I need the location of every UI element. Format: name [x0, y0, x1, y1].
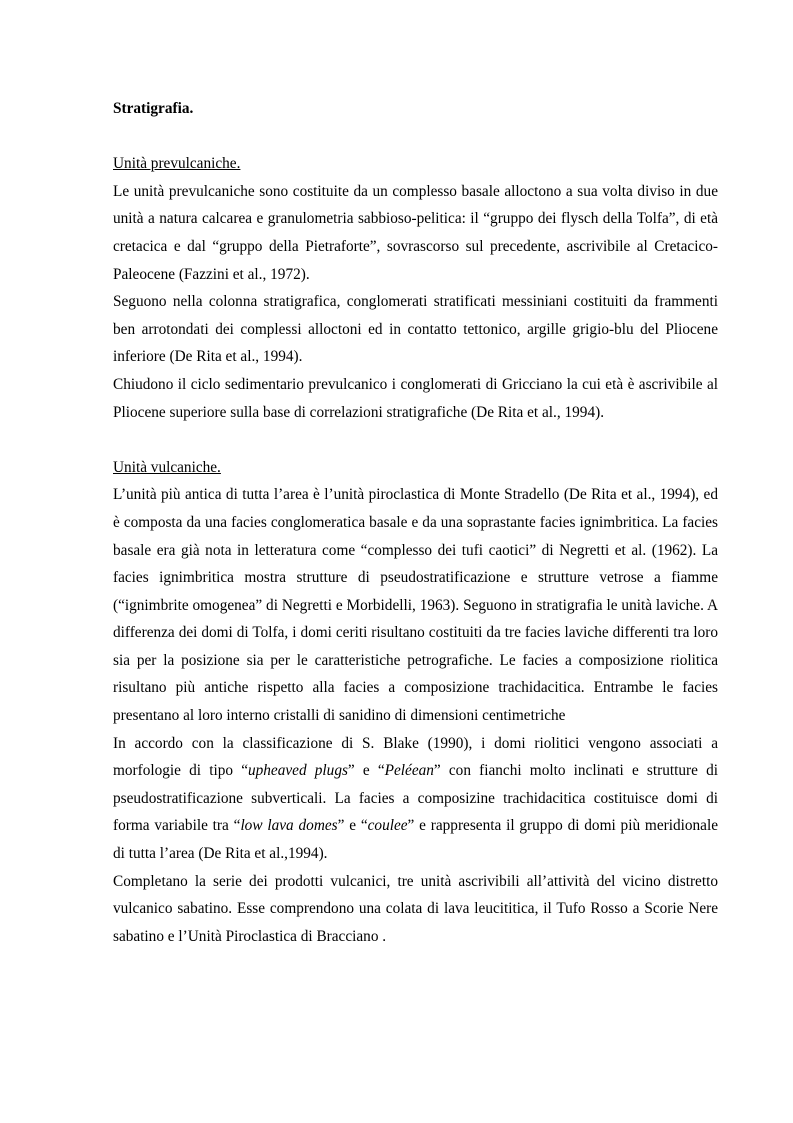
- paragraph: Completano la serie dei prodotti vulcanici, tre unità ascrivibili all’attività del vicino distretto vulcanico sabatino. Esse comprendono una colata di lava leucititica, il Tufo Rosso a Scorie Nere sabatino e l’Unità Piroclastica di Bracciano .: [113, 872, 718, 945]
- text-run: ” e “: [337, 817, 368, 835]
- section-heading-vulcaniche: Unità vulcaniche.: [113, 458, 221, 476]
- paragraph: L’unità più antica di tutta l’area è l’unità piroclastica di Monte Stradello (De Rita et al., 1994), ed è composta da una facies conglomeratica basale e da una soprastante facies ignimbritica. La facies basale era già nota in letteratura come “complesso dei tufi caotici” di Negretti et al. (1962). La facies ignimbritica mostra strutture di pseudostratificazione e strutture vetrose a fiamme (“ignimbrite omogenea” di Negretti e Morbidelli, 1963). Seguono in stratigrafia le unità laviche. A differenza dei domi di Tolfa, i domi ceriti risultano costituiti da tre facies laviche differenti tra loro sia per la posizione sia per le caratteristiche petrografiche. Le facies a composizione riolitica risultano più antiche rispetto alla facies a composizione trachidacitica. Entrambe le facies presentano al loro interno cristalli di sanidino di dimensioni centimetriche: [113, 486, 718, 725]
- text-run: ” e rappresenta il gruppo di domi più meridionale di tutta l’area (De Rita et al.,1994).: [113, 817, 718, 863]
- italic-term: low lava domes: [240, 817, 338, 835]
- italic-term: upheaved plugs: [247, 762, 348, 780]
- text-run: In accordo con la classificazione di S. Blake (1990), i domi riolitici vengono associati a morfologie di tipo “: [113, 734, 718, 780]
- paragraph: [113, 730, 718, 868]
- italic-term: coulee: [367, 817, 408, 835]
- spacer: [113, 426, 718, 454]
- section-heading-prevulcaniche: Unità prevulcaniche.: [113, 155, 241, 173]
- italic-term: Peléean: [384, 762, 434, 780]
- paragraph: Seguono nella colonna stratigrafica, conglomerati stratificati messiniani costituiti da frammenti ben arrotondati dei complessi alloctoni ed in contatto tettonico, argille grigio-blu del Pliocene inferiore (De Rita et al., 1994).: [113, 293, 718, 366]
- text-run: ” con fianchi molto inclinati e strutture di pseudostratificazione subverticali. La facies a composizine trachidacitica costituisce domi di forma variabile tra “: [113, 762, 718, 835]
- text-run: ” e “: [347, 762, 385, 780]
- paragraph: Chiudono il ciclo sedimentario prevulcanico i conglomerati di Gricciano la cui età è ascrivibile al Pliocene superiore sulla base di correlazioni stratigrafiche (De Rita et al., 1994).: [113, 375, 718, 421]
- paragraph: Le unità prevulcaniche sono costituite da un complesso basale alloctono a sua volta diviso in due unità a natura calcarea e granulometria sabbioso-pelitica: il “gruppo dei flysch della Tolfa”, di età cretacica e dal “gruppo della Pietraforte”, sovrascorso sul precedente, ascrivibile al Cretacico-Paleocene (Fazzini et al., 1972).: [113, 182, 718, 283]
- page-title: Stratigrafia.: [113, 100, 194, 117]
- spacer: [113, 123, 718, 151]
- document-page: [113, 95, 718, 950]
